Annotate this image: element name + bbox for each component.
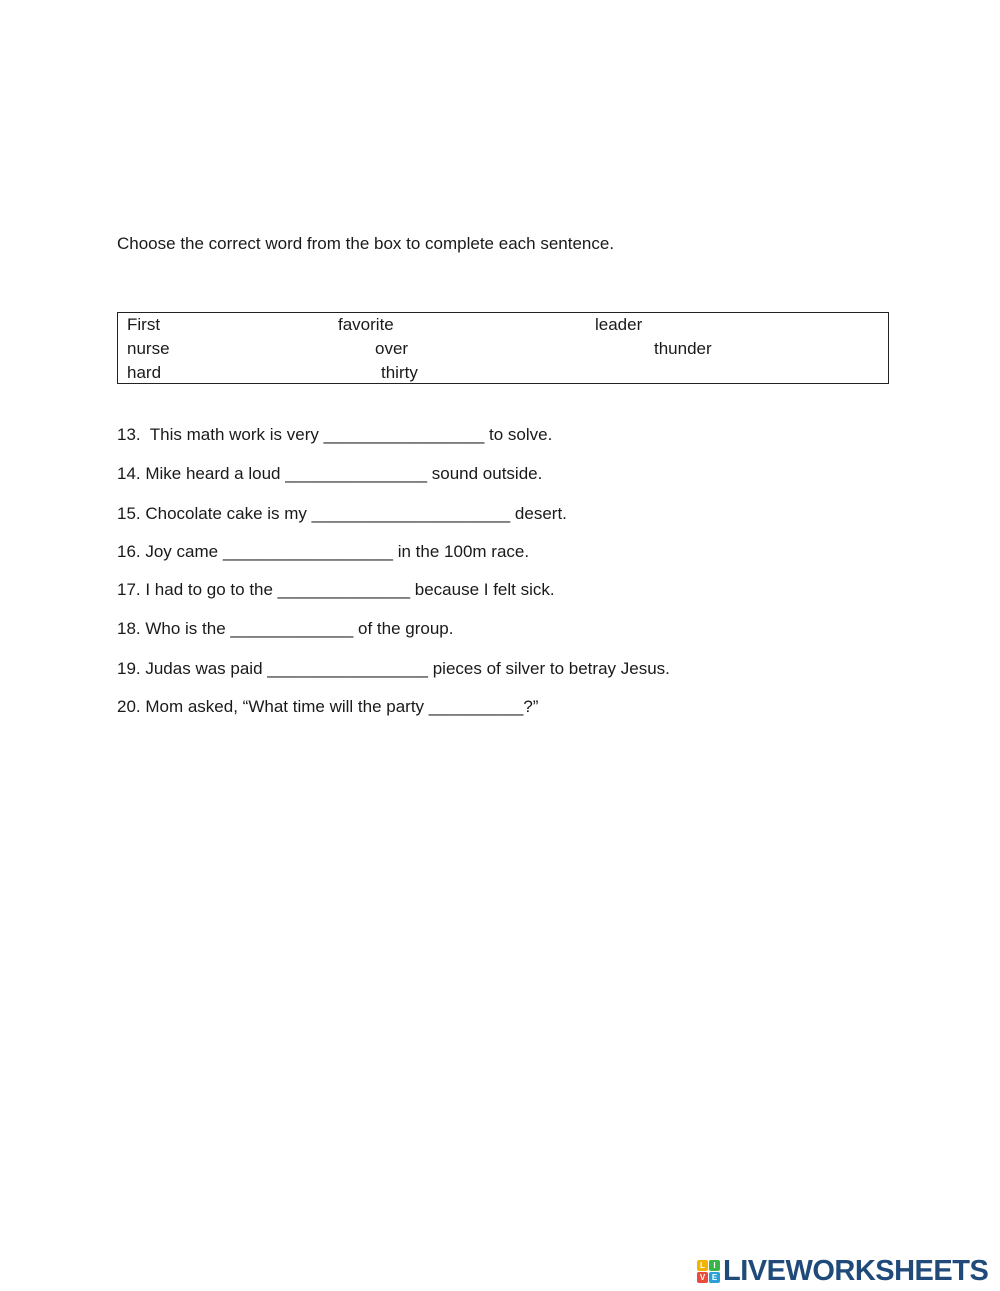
question-17: 17. I had to go to the ______________ because I felt sick. (117, 580, 555, 599)
question-13: 13. This math work is very _________________ to solve. (117, 425, 553, 444)
instructions-text: Choose the correct word from the box to complete each sentence. (117, 234, 615, 253)
word-leader: leader (595, 315, 643, 334)
question-16: 16. Joy came __________________ in the 100m race. (117, 542, 530, 561)
word-nurse: nurse (127, 339, 170, 358)
liveworksheets-logo (697, 1256, 988, 1286)
question-14: 14. Mike heard a loud _______________ sound outside. (117, 464, 543, 483)
word-thirty: thirty (381, 363, 418, 382)
logo-block-v: V (697, 1272, 708, 1283)
question-20: 20. Mom asked, “What time will the party __________?” (117, 697, 539, 716)
logo-text: LIVEWORKSHEETS (723, 1254, 989, 1287)
logo-block-i: I (709, 1260, 720, 1271)
word-hard: hard (127, 363, 162, 382)
question-15: 15. Chocolate cake is my _____________________ desert. (117, 504, 567, 523)
word-box (117, 312, 889, 384)
logo-blocks-icon (697, 1260, 720, 1283)
question-18: 18. Who is the _____________ of the group. (117, 619, 454, 638)
logo-block-l: L (697, 1260, 708, 1271)
word-thunder: thunder (654, 339, 712, 358)
logo-block-e: E (709, 1272, 720, 1283)
word-over: over (375, 339, 409, 358)
word-first: First (127, 315, 161, 334)
word-favorite: favorite (338, 315, 394, 334)
question-19: 19. Judas was paid _________________ pieces of silver to betray Jesus. (117, 659, 670, 678)
